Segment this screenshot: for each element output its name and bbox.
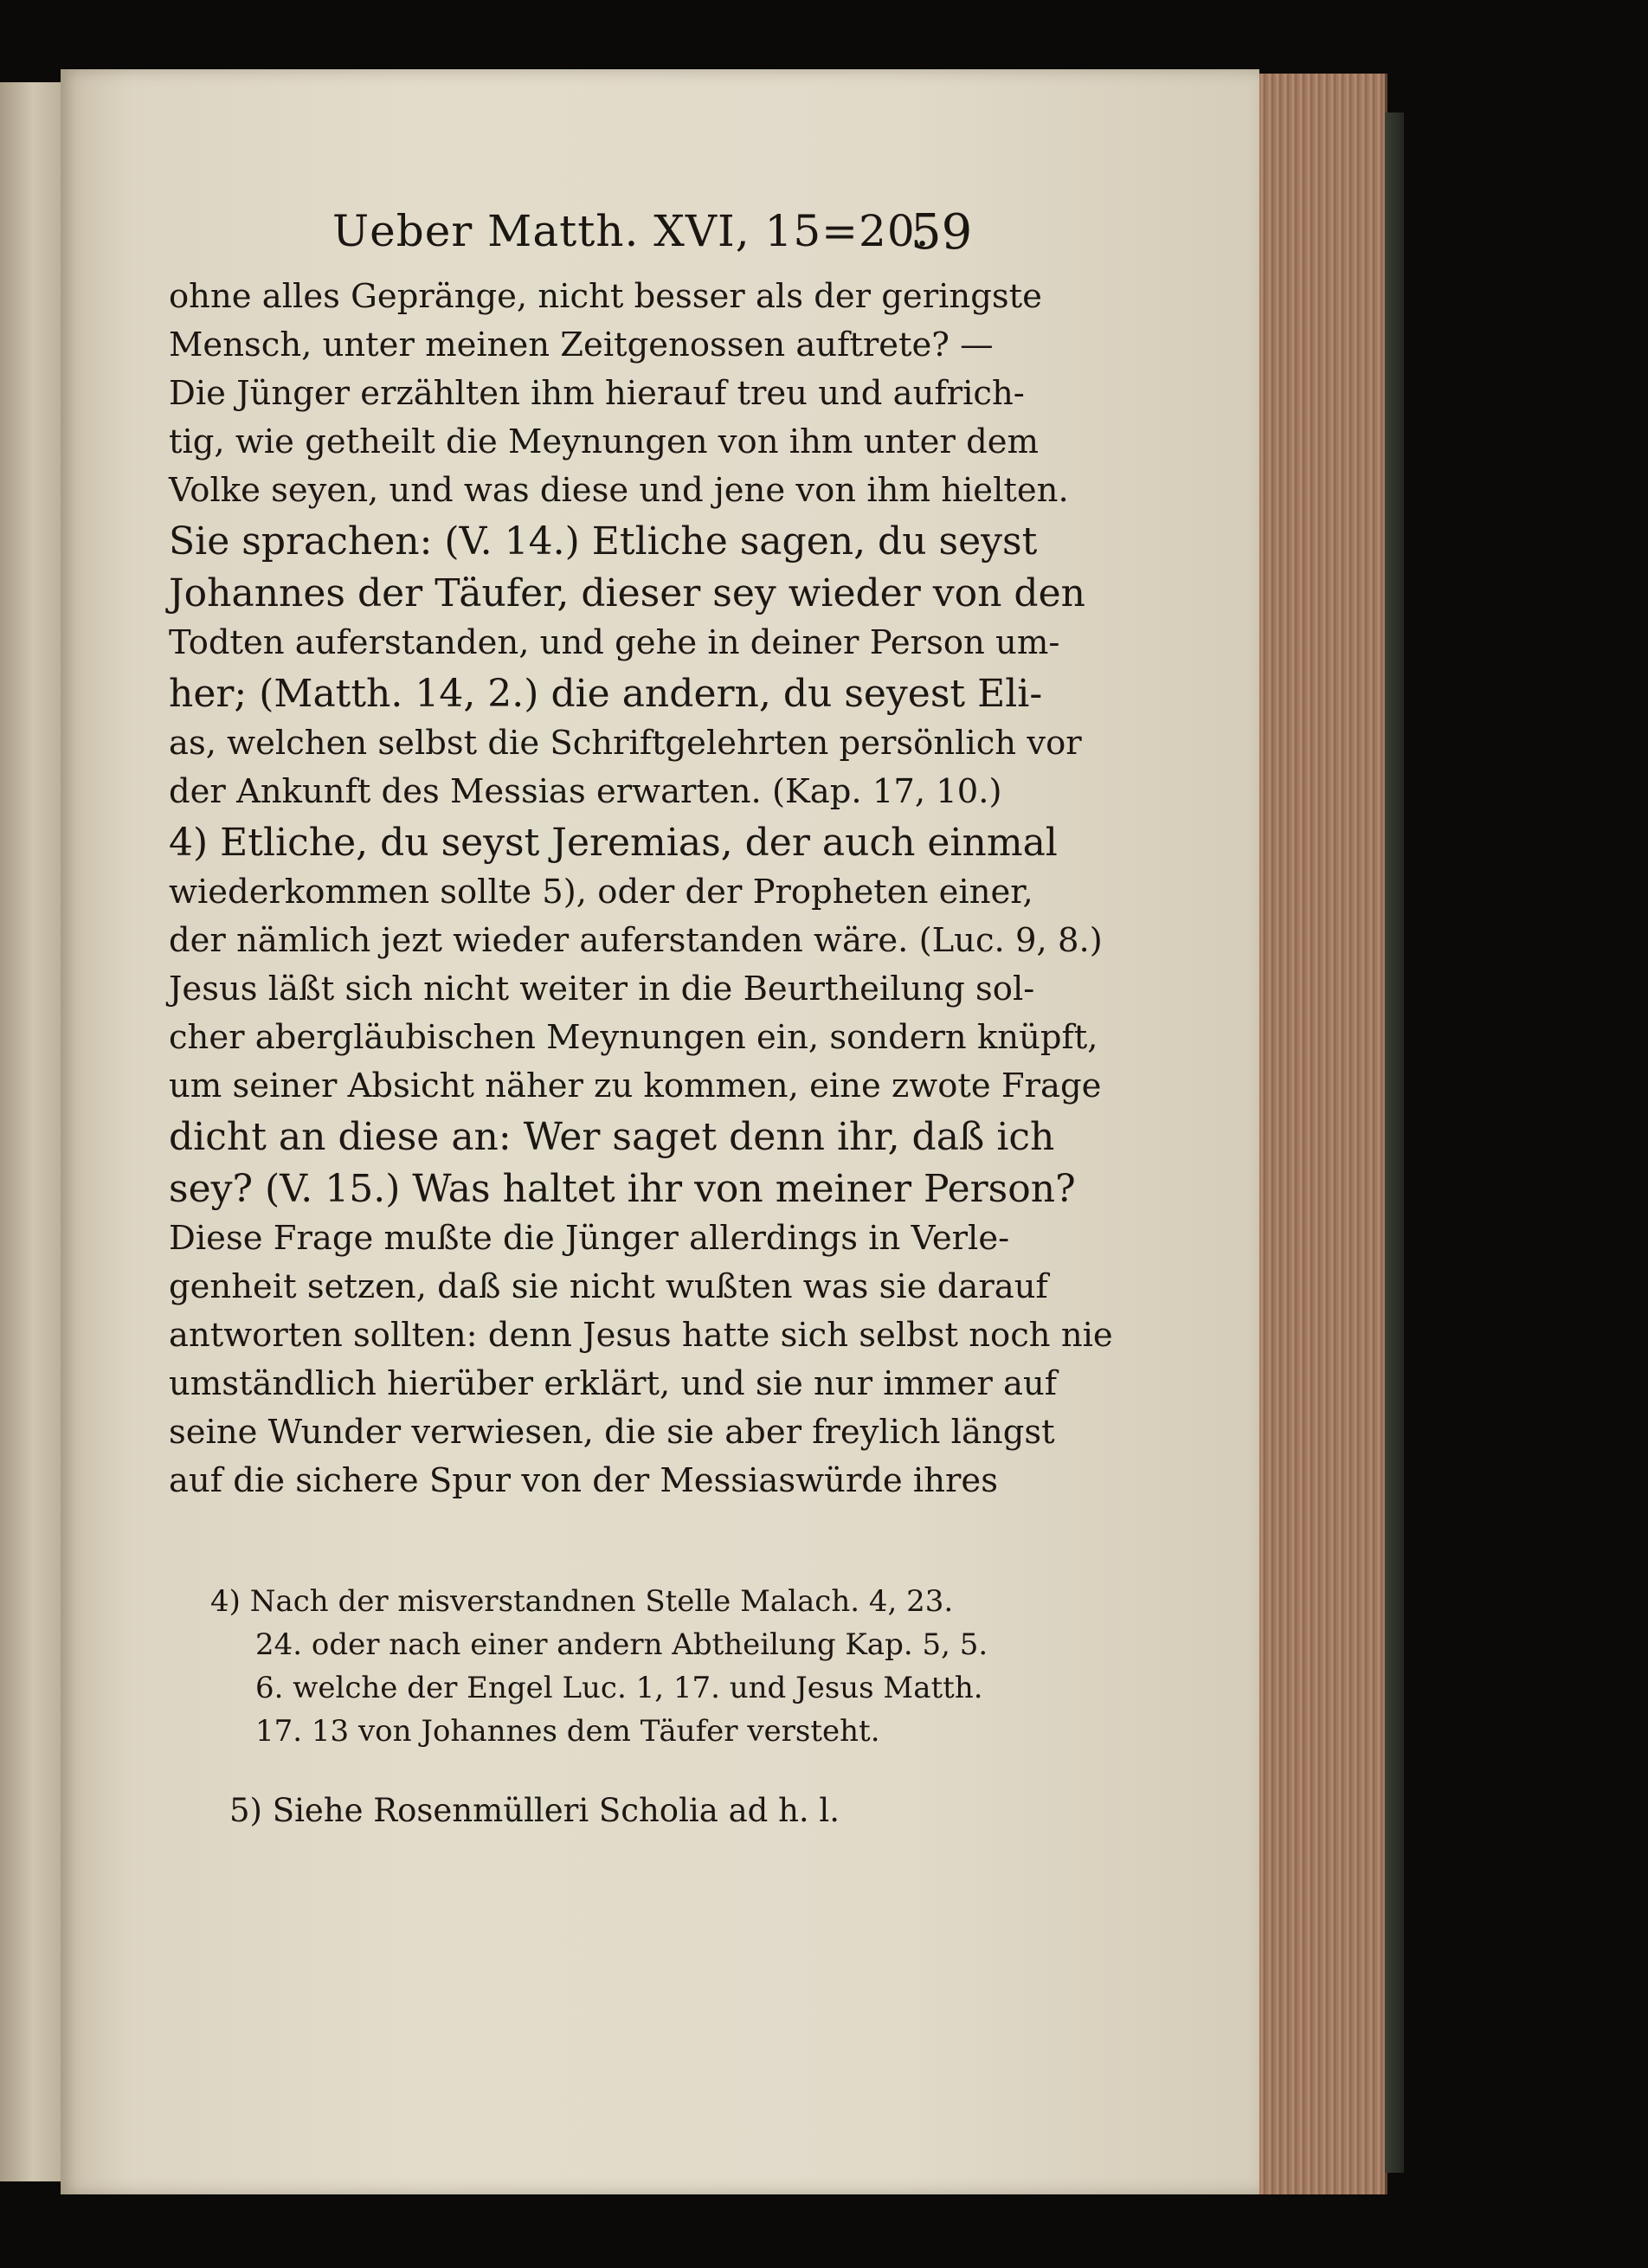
- body-line: Sie sprachen: (V. 14.) Etliche sagen, du seyst: [169, 519, 1038, 564]
- body-line: ohne alles Gepränge, nicht besser als der geringste: [169, 277, 1042, 316]
- body-line: Johannes der Täufer, dieser sey wieder von den: [169, 571, 1085, 615]
- body-line: Jesus läßt sich nicht weiter in die Beurtheilung sol-: [169, 970, 1035, 1008]
- book-fore-edge: [1259, 74, 1387, 2194]
- body-line: Diese Frage mußte die Jünger allerdings in Verle-: [169, 1219, 1010, 1258]
- body-line: seine Wunder verwiesen, die sie aber freylich längst: [169, 1413, 1055, 1452]
- footnote-line: 6. welche der Engel Luc. 1, 17. und Jesus Matth.: [255, 1671, 983, 1705]
- body-text: [169, 277, 1113, 1567]
- page-number: 59: [911, 204, 973, 261]
- body-line: tig, wie getheilt die Meynungen von ihm unter dem: [169, 422, 1040, 461]
- body-line: Mensch, unter meinen Zeitgenossen auftrete? —: [169, 325, 994, 364]
- body-line: Volke seyen, und was diese und jene von ihm hielten.: [169, 471, 1069, 510]
- running-head: Ueber Matth. XVI, 15=20.: [332, 206, 930, 256]
- body-line: um seiner Absicht näher zu kommen, eine zwote Frage: [169, 1066, 1102, 1105]
- footnote-line: 17. 13 von Johannes dem Täufer versteht.: [255, 1714, 880, 1749]
- body-line: her; (Matth. 14, 2.) die andern, du seyest Eli-: [169, 672, 1043, 716]
- body-line: auf die sichere Spur von der Messiaswürde ihres: [169, 1461, 998, 1500]
- previous-page-edge: [0, 82, 61, 2181]
- book-cover-edge: [1385, 113, 1404, 2173]
- footnotes: [169, 1584, 1034, 1896]
- body-line: 4) Etliche, du seyst Jeremias, der auch einmal: [169, 821, 1058, 865]
- body-line: cher abergläubischen Meynungen ein, sondern knüpft,: [169, 1018, 1098, 1057]
- body-line: der Ankunft des Messias erwarten. (Kap. 17, 10.): [169, 772, 1002, 811]
- body-line: der nämlich jezt wieder auferstanden wäre. (Luc. 9, 8.): [169, 921, 1103, 960]
- body-line: Todten auferstanden, und gehe in deiner Person um-: [169, 623, 1060, 662]
- body-line: dicht an diese an: Wer saget denn ihr, daß ich: [169, 1115, 1055, 1159]
- body-line: antworten sollten: denn Jesus hatte sich selbst noch nie: [169, 1316, 1113, 1355]
- footnote-line: 24. oder nach einer andern Abtheilung Kap. 5, 5.: [255, 1627, 988, 1662]
- body-line: as, welchen selbst die Schriftgelehrten persönlich vor: [169, 724, 1082, 763]
- footnote-line: 5) Siehe Rosenmülleri Scholia ad h. l.: [229, 1792, 840, 1829]
- body-line: umständlich hierüber erklärt, und sie nur immer auf: [169, 1364, 1058, 1403]
- body-line: sey? (V. 15.) Was haltet ihr von meiner Person?: [169, 1167, 1076, 1211]
- body-line: genheit setzen, daß sie nicht wußten was sie darauf: [169, 1267, 1048, 1306]
- footnote-line: 4) Nach der misverstandnen Stelle Malach. 4, 23.: [210, 1584, 954, 1619]
- body-line: Die Jünger erzählten ihm hierauf treu und aufrich-: [169, 374, 1025, 413]
- body-line: wiederkommen sollte 5), oder der Propheten einer,: [169, 873, 1033, 912]
